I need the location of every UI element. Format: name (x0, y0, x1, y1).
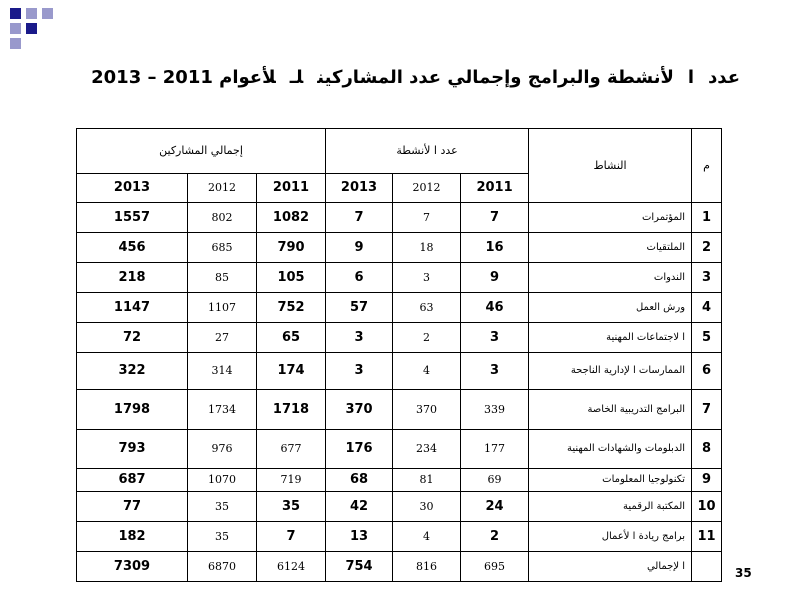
cell-participants-2011: 677 (257, 429, 326, 468)
activity-name: الدبلومات والشهادات المهنية (529, 429, 692, 468)
title-part: عدد (708, 67, 740, 88)
cell-participants-2011: 105 (257, 262, 326, 292)
cell-activities-2013: 176 (326, 429, 393, 468)
table-row (77, 390, 722, 429)
title-part: لأعوام 2011 – 2013 (91, 67, 276, 88)
table-row (77, 262, 722, 292)
cell-activities-2011: 7 (461, 202, 529, 232)
cell-participants-2012: 35 (188, 491, 257, 521)
cell-activities-2012: 3 (393, 262, 461, 292)
cell-participants-2012: 802 (188, 202, 257, 232)
cell-activities-2012: 234 (393, 429, 461, 468)
header-activity: النشاط (529, 129, 692, 203)
row-number: 8 (692, 429, 722, 468)
cell-participants-2011: 752 (257, 292, 326, 322)
table-row (77, 202, 722, 232)
cell-activities-2011: 9 (461, 262, 529, 292)
cell-activities-2012: 4 (393, 352, 461, 389)
total-participants-2011: 6124 (257, 551, 326, 581)
cell-participants-2012: 685 (188, 232, 257, 262)
row-number: 6 (692, 352, 722, 389)
header-year: 2012 (393, 173, 461, 202)
table-row (77, 491, 722, 521)
cell-activities-2012: 4 (393, 521, 461, 551)
cell-activities-2011: 2 (461, 521, 529, 551)
row-number: 10 (692, 491, 722, 521)
cell-participants-2012: 976 (188, 429, 257, 468)
title-part: ا (687, 67, 695, 88)
activity-name: الندوات (529, 262, 692, 292)
cell-participants-2011: 1718 (257, 390, 326, 429)
decor-square (10, 23, 21, 34)
table-row (77, 322, 722, 352)
decor-square (42, 8, 53, 19)
cell-activities-2013: 3 (326, 352, 393, 389)
activity-name: البرامج التدريبية الخاصة (529, 390, 692, 429)
cell-activities-2012: 370 (393, 390, 461, 429)
cell-activities-2013: 6 (326, 262, 393, 292)
cell-participants-2011: 35 (257, 491, 326, 521)
cell-activities-2011: 339 (461, 390, 529, 429)
cell-activities-2013: 3 (326, 322, 393, 352)
cell-participants-2011: 1082 (257, 202, 326, 232)
cell-activities-2013: 7 (326, 202, 393, 232)
title-part: لأنشطة والبرامج وإجمالي عدد المشاركين (317, 67, 674, 88)
cell-activities-2011: 3 (461, 322, 529, 352)
total-participants-2013: 7309 (77, 551, 188, 581)
cell-participants-2012: 314 (188, 352, 257, 389)
cell-participants-2011: 790 (257, 232, 326, 262)
cell-participants-2012: 85 (188, 262, 257, 292)
cell-activities-2013: 68 (326, 468, 393, 491)
cell-participants-2012: 27 (188, 322, 257, 352)
total-label: ا لإجمالي (529, 551, 692, 581)
table-row (77, 292, 722, 322)
cell-activities-2011: 46 (461, 292, 529, 322)
decor-square (26, 8, 37, 19)
page-number: 35 (735, 566, 752, 580)
cell-participants-2012: 1734 (188, 390, 257, 429)
cell-participants-2013: 687 (77, 468, 188, 491)
cell-participants-2013: 1798 (77, 390, 188, 429)
header-year: 2011 (257, 173, 326, 202)
total-activities-2012: 816 (393, 551, 461, 581)
cell-participants-2012: 1070 (188, 468, 257, 491)
cell-activities-2012: 81 (393, 468, 461, 491)
cell-activities-2012: 30 (393, 491, 461, 521)
cell-activities-2011: 3 (461, 352, 529, 389)
cell-participants-2013: 218 (77, 262, 188, 292)
cell-activities-2012: 63 (393, 292, 461, 322)
cell-activities-2011: 177 (461, 429, 529, 468)
header-year: 2011 (461, 173, 529, 202)
cell-participants-2012: 1107 (188, 292, 257, 322)
decor-square (10, 8, 21, 19)
cell-activities-2012: 7 (393, 202, 461, 232)
cell-participants-2013: 77 (77, 491, 188, 521)
cell-participants-2011: 719 (257, 468, 326, 491)
cell-participants-2013: 182 (77, 521, 188, 551)
row-number-empty (692, 551, 722, 581)
total-activities-2011: 695 (461, 551, 529, 581)
activity-name: الملتقيات (529, 232, 692, 262)
cell-activities-2011: 24 (461, 491, 529, 521)
activity-name: المؤتمرات (529, 202, 692, 232)
header-year: 2013 (326, 173, 393, 202)
total-participants-2012: 6870 (188, 551, 257, 581)
header-year: 2012 (188, 173, 257, 202)
cell-activities-2012: 18 (393, 232, 461, 262)
row-number: 3 (692, 262, 722, 292)
activity-name: ورش العمل (529, 292, 692, 322)
title-part: لـ (289, 67, 304, 88)
cell-participants-2012: 35 (188, 521, 257, 551)
decor-square (26, 23, 37, 34)
header-year: 2013 (77, 173, 188, 202)
table-row-total (77, 551, 722, 581)
cell-participants-2011: 65 (257, 322, 326, 352)
cell-activities-2013: 370 (326, 390, 393, 429)
row-number: 5 (692, 322, 722, 352)
cell-activities-2012: 2 (393, 322, 461, 352)
cell-participants-2011: 7 (257, 521, 326, 551)
cell-activities-2011: 16 (461, 232, 529, 262)
activity-name: الممارسات ا لإدارية الناجحة (529, 352, 692, 389)
table-row (77, 232, 722, 262)
activity-name: المكتبة الرقمية (529, 491, 692, 521)
activity-name: برامج ريادة ا لأعمال (529, 521, 692, 551)
row-number: 7 (692, 390, 722, 429)
cell-participants-2013: 1147 (77, 292, 188, 322)
cell-participants-2013: 456 (77, 232, 188, 262)
activities-table (76, 128, 722, 582)
cell-activities-2013: 57 (326, 292, 393, 322)
decor-square (10, 38, 21, 49)
table-row (77, 429, 722, 468)
header-participants-total: إجمالي المشاركين (77, 129, 326, 174)
cell-activities-2013: 13 (326, 521, 393, 551)
table-row (77, 521, 722, 551)
total-activities-2013: 754 (326, 551, 393, 581)
row-number: 1 (692, 202, 722, 232)
cell-participants-2013: 72 (77, 322, 188, 352)
cell-activities-2013: 9 (326, 232, 393, 262)
row-number: 4 (692, 292, 722, 322)
row-number: 2 (692, 232, 722, 262)
header-activities-count: عدد ا لأنشطة (326, 129, 529, 174)
activity-name: تكنولوجيا المعلومات (529, 468, 692, 491)
row-number: 11 (692, 521, 722, 551)
cell-activities-2013: 42 (326, 491, 393, 521)
cell-activities-2011: 69 (461, 468, 529, 491)
page-title (91, 64, 740, 92)
cell-participants-2011: 174 (257, 352, 326, 389)
table-row (77, 352, 722, 389)
cell-participants-2013: 1557 (77, 202, 188, 232)
cell-participants-2013: 322 (77, 352, 188, 389)
header-num: م (692, 129, 722, 203)
cell-participants-2013: 793 (77, 429, 188, 468)
table-row (77, 468, 722, 491)
activity-name: ا لاجتماعات المهنية (529, 322, 692, 352)
row-number: 9 (692, 468, 722, 491)
